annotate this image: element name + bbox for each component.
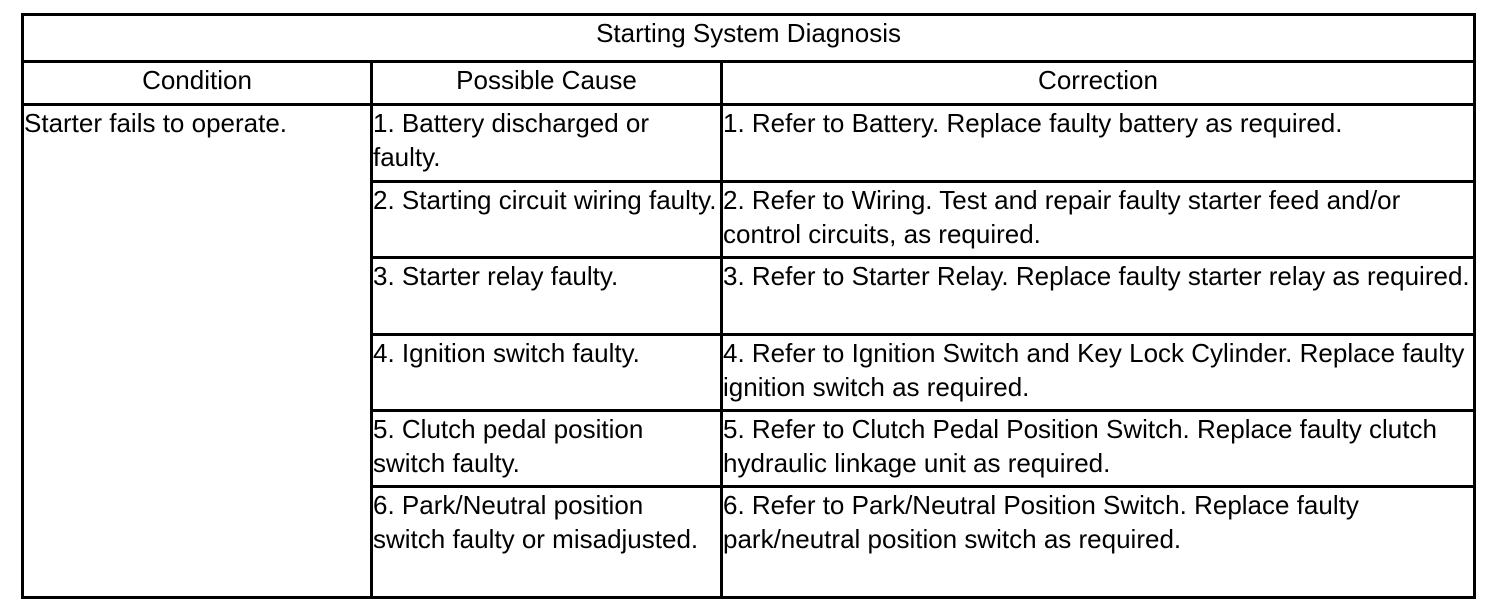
header-condition: Condition <box>23 62 372 105</box>
cause-cell: 2. Starting circuit wiring faulty. <box>372 182 722 258</box>
condition-cell: Starter fails to operate. <box>23 105 372 598</box>
cause-cell: 5. Clutch pedal position switch faulty. <box>372 411 722 487</box>
diagnosis-table <box>21 13 1476 599</box>
correction-cell: 3. Refer to Starter Relay. Replace faulty starter relay as required. <box>722 258 1475 335</box>
correction-cell: 1. Refer to Battery. Replace faulty battery as required. <box>722 105 1475 182</box>
correction-cell: 2. Refer to Wiring. Test and repair faulty starter feed and/or control circuits, as required. <box>722 182 1475 258</box>
cause-cell: 6. Park/Neutral position switch faulty or misadjusted. <box>372 487 722 598</box>
table-header-row <box>23 62 1475 105</box>
correction-cell: 6. Refer to Park/Neutral Position Switch. Replace faulty park/neutral position switch as required. <box>722 487 1475 598</box>
header-possible-cause: Possible Cause <box>372 62 722 105</box>
header-correction: Correction <box>722 62 1475 105</box>
table-row <box>23 105 1475 182</box>
table-title: Starting System Diagnosis <box>23 15 1475 62</box>
correction-cell: 4. Refer to Ignition Switch and Key Lock Cylinder. Replace faulty ignition switch as required. <box>722 335 1475 411</box>
correction-cell: 5. Refer to Clutch Pedal Position Switch. Replace faulty clutch hydraulic linkage unit as required. <box>722 411 1475 487</box>
table-title-row <box>23 15 1475 62</box>
cause-cell: 1. Battery discharged or faulty. <box>372 105 722 182</box>
cause-cell: 4. Ignition switch faulty. <box>372 335 722 411</box>
cause-cell: 3. Starter relay faulty. <box>372 258 722 335</box>
